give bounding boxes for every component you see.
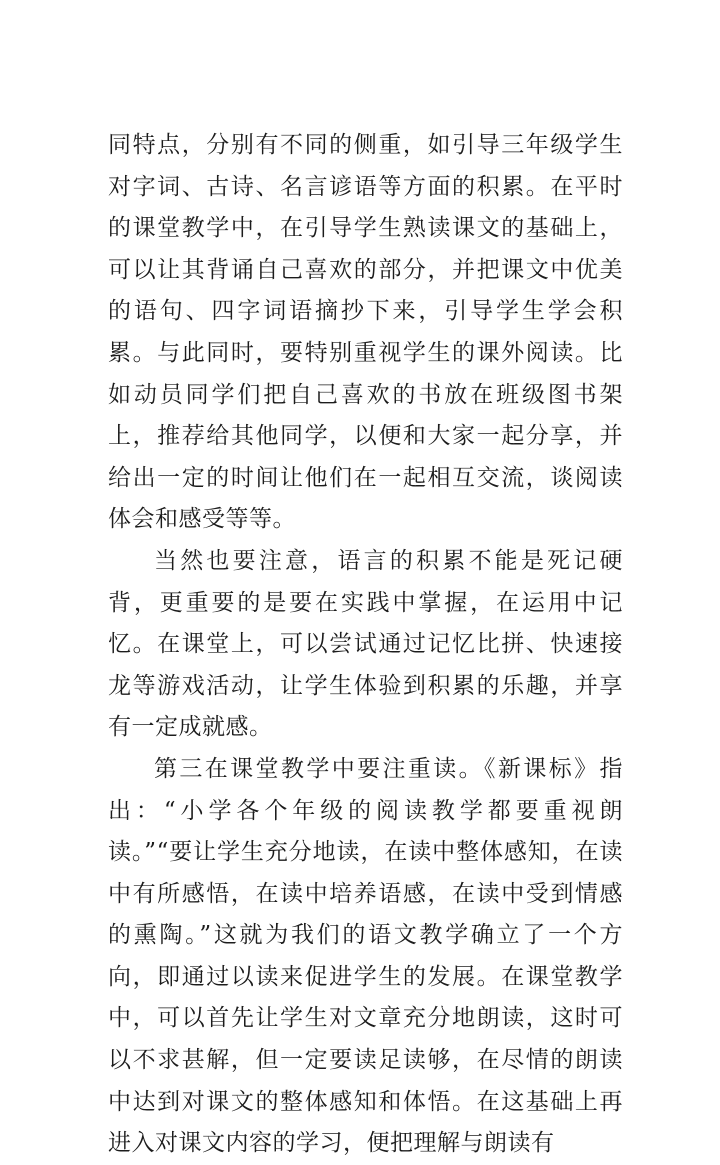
document-body (108, 125, 623, 1165)
paragraph-reading-emphasis: 第三在课堂教学中要注重读。《新课标》指出：“小学各个年级的阅读教学都要重视朗读。”“要让学生充分地读，在读中整体感知，在读中有所感悟，在读中培养语感，在读中受到情感的熏陶。”这就为我们的语文教学确立了一个方向，即通过以读来促进学生的发展。在课堂教学中，可以首先让学生对文章充分地朗读，这时可以不求甚解，但一定要读足读够，在尽情的朗读中达到对课文的整体感知和体悟。在这基础上再进入对课文内容的学习，便把理解与朗读有 (108, 755, 623, 1157)
paragraph-language-accumulation: 当然也要注意，语言的积累不能是死记硬背，更重要的是要在实践中掌握，在运用中记忆。在课堂上，可以尝试通过记忆比拼、快速接龙等游戏活动，让学生体验到积累的乐趣，并享有一定成就感。 (108, 547, 623, 741)
paragraph-continued: 同特点，分别有不同的侧重，如引导三年级学生对字词、古诗、名言谚语等方面的积累。在平时的课堂教学中，在引导学生熟读课文的基础上，可以让其背诵自己喜欢的部分，并把课文中优美的语句、四字词语摘抄下来，引导学生学会积累。与此同时，要特别重视学生的课外阅读。比如动员同学们把自己喜欢的书放在班级图书架上，推荐给其他同学，以便和大家一起分享，并给出一定的时间让他们在一起相互交流，谈阅读体会和感受等等。 (108, 132, 623, 533)
